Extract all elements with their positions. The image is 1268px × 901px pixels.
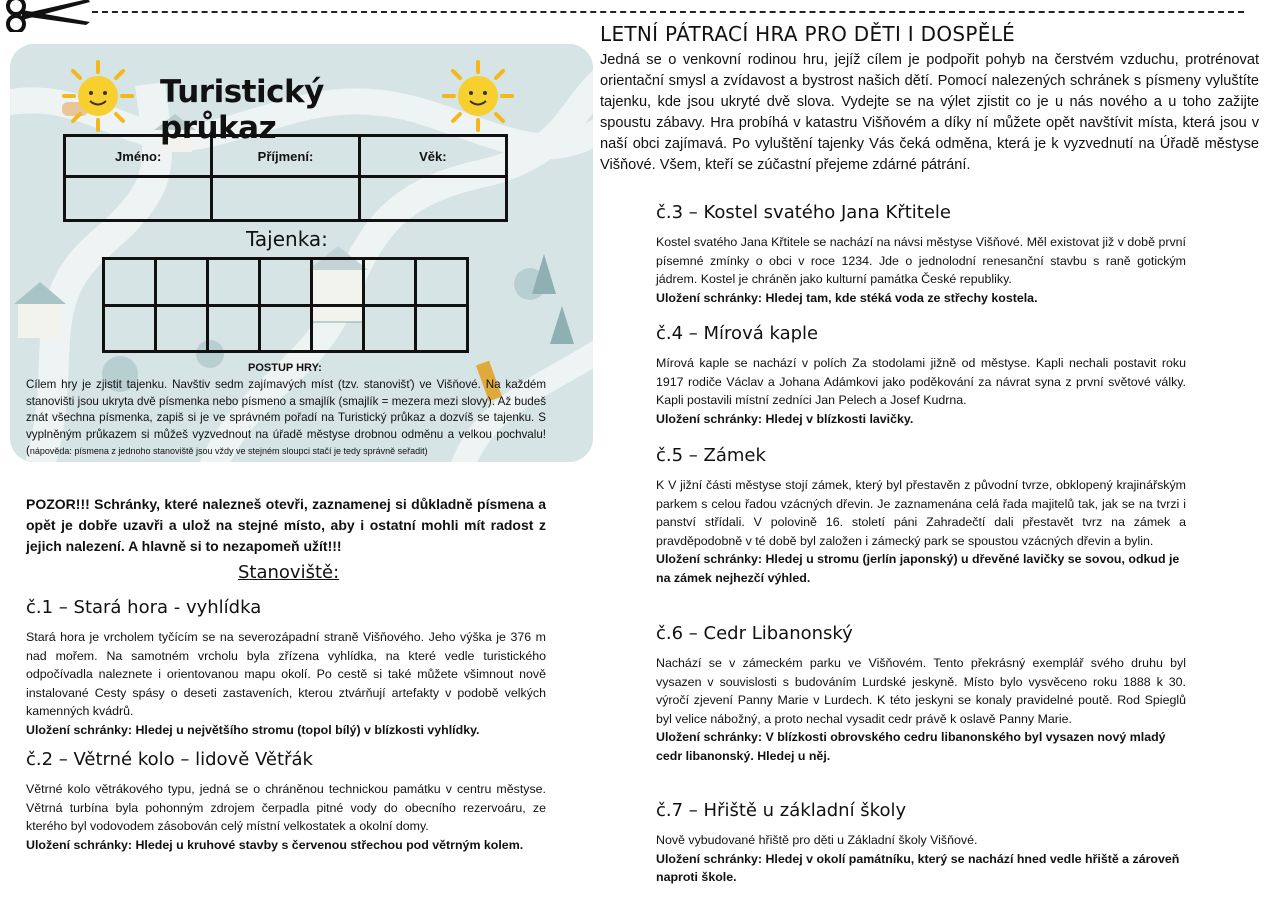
tajenka-label: Tajenka:	[246, 227, 328, 251]
name-field[interactable]	[65, 177, 212, 221]
station-heading: č.5 – Zámek	[656, 445, 766, 466]
name-label: Jméno:	[65, 136, 212, 177]
station-body: Stará hora je vrcholem tyčícím se na severozápadní straně Višňového. Jeho výška je 376 m nad mořem. Na samotném vrcholu byla zřízena vyhlídka, na které vedle turistického odpočívadla naleznete i orientovanou mapu okolí. Po cestě si také můžete všimnout nově instalované Cesty spásy o deseti zastaveních, kterou ztvárňují artefakty v podobě velkých kamenných kvádrů.	[26, 630, 546, 719]
tajenka-cell[interactable]	[156, 305, 208, 352]
station-heading: č.3 – Kostel svatého Jana Křtitele	[656, 202, 951, 223]
scissors-icon	[2, 0, 92, 32]
tajenka-cell[interactable]	[364, 259, 416, 306]
age-field[interactable]	[359, 177, 506, 221]
dashed-line	[92, 11, 1244, 13]
age-label: Věk:	[359, 136, 506, 177]
main-title: LETNÍ PÁTRACÍ HRA PRO DĚTI I DOSPĚLÉ	[600, 22, 1016, 46]
station-body: Nově vybudované hřiště pro děti u Základní školy Višňové.	[656, 833, 978, 847]
tajenka-cell[interactable]	[312, 259, 364, 306]
station-save: Uložení schránky: Hledej v okolí památníku, který se nachází hned vedle hřiště a zároveň naproti škole.	[656, 851, 1180, 885]
tajenka-cell[interactable]	[416, 305, 468, 352]
warning-text: POZOR!!! Schránky, které nalezneš otevři, zaznamenej si důkladně písmena a opět je dobře uzavři a ulož na stejné místo, aby i ostatní mohli mít radost z jejich nalezení. A hlavně si to nezapomeň užít!!!	[26, 496, 546, 554]
station-save: Uložení schránky: Hledej u kruhové stavby s červenou střechou pod větrným kolem.	[26, 837, 524, 852]
tajenka-cell[interactable]	[364, 305, 416, 352]
tajenka-cell[interactable]	[312, 305, 364, 352]
station-1	[26, 597, 546, 740]
station-body: Větrné kolo větrákového typu, jedná se o chráněnou technickou památku v centru městyse. Větrná turbína byla pohonným zdrojem čerpadla pitné vody do obecního rezervoáru, ze kterého byl vodovodem zásobován celý místní velkostatek a okolní domy.	[26, 782, 546, 834]
postup-text	[26, 377, 546, 460]
station-2	[26, 749, 546, 854]
tourist-card	[10, 44, 593, 462]
station-body: Nachází se v zámeckém parku ve Višňovém. Tento překrásný exemplář svého druhu byl vysazen v souvislosti s budováním Lurdské jeskyně. Místo bylo vysvěceno roku 1888 k 30. výročí zjevení Panny Marie v Lurdech. K této jeskyni se konaly pravidelné poutě. Rod Spieglů byl velice nábožný, a proto nechal vysadit cedr právě k oslavě Panny Marie.	[656, 656, 1186, 726]
station-heading: č.6 – Cedr Libanonský	[656, 623, 853, 644]
station-heading: č.4 – Mírová kaple	[656, 323, 819, 344]
tajenka-cell[interactable]	[208, 259, 260, 306]
card-title: Turistický průkaz	[160, 74, 324, 146]
station-save: Uložení schránky: Hledej u stromu (jerlín japonský) u dřevěné lavičky se sovou, odkud je na zámek nejhezčí výhled.	[656, 552, 1180, 585]
station-body: K V jižní části městyse stojí zámek, který byl přestavěn z původní tvrze, obklopený krajinářským parkem s celou řadou vzácných dřevin. Je zaznamenána celá řada majitelů tak, jak se na tvrzi i panství střídali. V polovině 16. století páni Zahradečtí dali přestavět tvrz na zámek a pravděpodobně v té době byl založen i zámecký park se spoustou vzácných dřevin a bylin.	[656, 478, 1186, 548]
sun-icon	[62, 60, 134, 132]
station-save: Uložení schránky: Hledej v blízkosti lavičky.	[656, 411, 914, 426]
sun-icon	[442, 60, 514, 132]
tajenka-cell[interactable]	[156, 259, 208, 306]
station-5	[656, 445, 1186, 588]
station-3	[656, 202, 1186, 307]
tajenka-cell[interactable]	[416, 259, 468, 306]
station-4	[656, 323, 1186, 428]
station-heading: č.2 – Větrné kolo – lidově Větřák	[26, 749, 313, 770]
station-save: Uložení schránky: Hledej tam, kde stéká voda ze střechy kostela.	[656, 290, 1038, 305]
surname-field[interactable]	[212, 177, 359, 221]
tajenka-cell[interactable]	[260, 259, 312, 306]
postup-title: POSTUP HRY:	[248, 362, 322, 374]
station-heading: č.7 – Hřiště u základní školy	[656, 800, 907, 821]
station-save: Uložení schránky: Hledej u největšího stromu (topol bílý) v blízkosti vyhlídky.	[26, 722, 480, 737]
station-7	[656, 800, 1186, 887]
station-heading: č.1 – Stará hora - vyhlídka	[26, 597, 262, 618]
personal-info-table	[63, 134, 508, 222]
station-save: Uložení schránky: V blízkosti obrovského cedru libanonského byl vysazen nový mladý cedr libanonský. Hledej u něj.	[656, 730, 1166, 763]
tajenka-cell[interactable]	[104, 259, 156, 306]
surname-label: Příjmení:	[212, 136, 359, 177]
postup-body: Cílem hry je zjistit tajenku. Navštiv sedm zajímavých míst (tzv. stanovišť) ve Višňové. Na každém stanovišti jsou ukryta dvě písmenka nebo písmeno a smajlík (smajlík = mezera mezi slovy). Až budeš znát všechna písmenka, zapiš si je ve správném pořadí na Turistický průkaz a dozvíš se tajenku. S vyplněným průkazem si můžeš vyzvednout na úřadě městyse drobnou odměnu a velkou pochvalu! (	[26, 378, 546, 457]
tajenka-grid	[102, 257, 469, 353]
tajenka-cell[interactable]	[208, 305, 260, 352]
intro-text: Jedná se o venkovní rodinou hru, jejíž cílem je podpořit pohyb na čerstvém vzduchu, protrénovat orientační smysl a zvídavost a bystrost našich dětí. Pomocí nalezených schránek s písmeny vyluštíte tajenku, kde jsou ukryté dvě slova. Vydejte se na výlet zjistit co je u nás nového a u toho zažijte spoustu zábavy. Hra probíhá v katastru Višňovém a díky ní můžete opět navštívit místa, která jsou v naší obci zajímavá. Po vyluštění tajenky Vás čeká odměna, která je k vyzvednutí na Úřadě městyse Višňové. Všem, kteří se zúčastní přejeme zdárné pátrání.	[600, 52, 1259, 173]
tajenka-cell[interactable]	[104, 305, 156, 352]
station-body: Kostel svatého Jana Křtitele se nachází na návsi městyse Višňové. Měl existovat již v době první písemné zmínky o obci v roce 1234. Jde o jednolodní renesanční stavbu s raně gotickým jádrem. Kostel je chráněn jako kulturní památka České republiky.	[656, 235, 1186, 287]
postup-hint: nápověda: písmena z jednoho stanoviště jsou vždy ve stejném sloupci stačí je tedy správně seřadit)	[29, 446, 428, 456]
station-6	[656, 623, 1186, 766]
tajenka-cell[interactable]	[260, 305, 312, 352]
stations-heading: Stanoviště:	[238, 562, 340, 583]
station-body: Mírová kaple se nachází v polích Za stodolami jižně od městyse. Kapli nechali postavit roku 1917 rodiče Václav a Johana Adámkovi jako poděkování za návrat syna z první světové války. Kapli postavili místní zedníci Jan Pelech a Josef Kudrna.	[656, 356, 1186, 408]
